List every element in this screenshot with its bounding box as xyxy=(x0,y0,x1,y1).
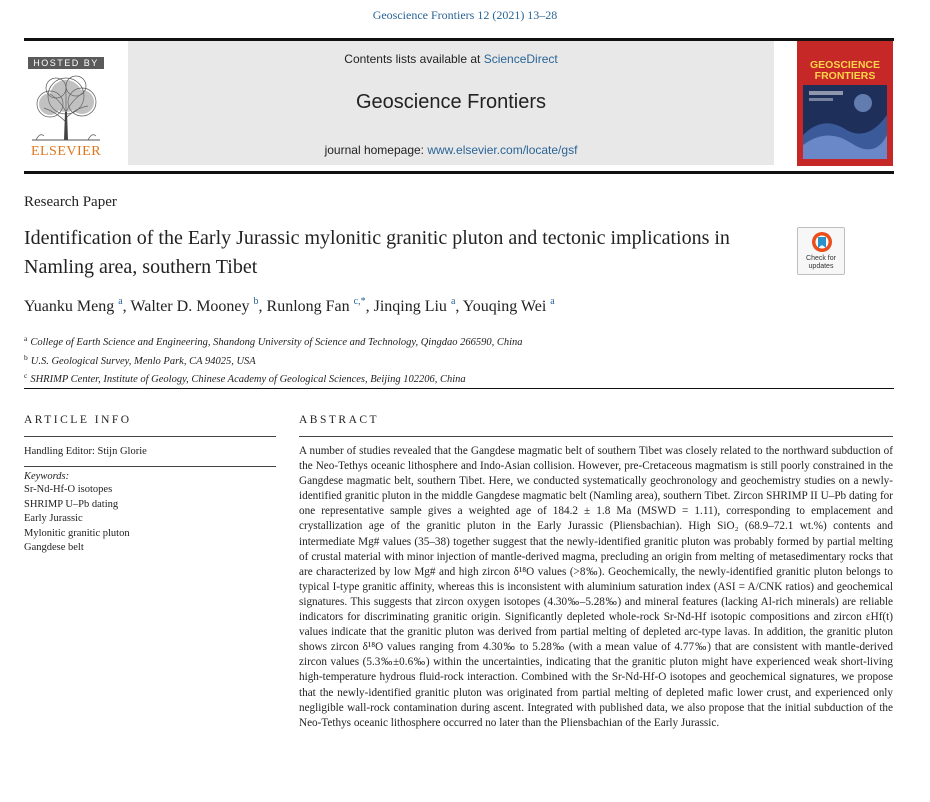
journal-title: Geoscience Frontiers xyxy=(355,91,547,113)
affiliation-text: SHRIMP Center, Institute of Geology, Chinese Academy of Geological Sciences, Beijing 102206, China xyxy=(30,374,466,385)
author-name[interactable]: Yuanku Meng xyxy=(24,298,115,315)
author-name[interactable]: Walter D. Mooney xyxy=(130,298,250,315)
check-updates-label: Check for updates xyxy=(806,255,836,270)
affiliation-item xyxy=(24,369,523,388)
keyword-item: Gangdese belt xyxy=(24,542,84,553)
abstract-panel xyxy=(299,414,893,731)
cover-title-line1: GEOSCIENCE xyxy=(809,59,880,71)
article-info-rule xyxy=(24,466,276,467)
affiliation-item xyxy=(24,351,523,370)
publisher-logo[interactable] xyxy=(24,54,108,164)
keyword-item: Mylonitic granitic pluton xyxy=(24,527,130,539)
cover-title xyxy=(797,60,893,82)
author-list xyxy=(24,296,555,316)
journal-homepage-line xyxy=(128,143,774,157)
elsevier-tree-icon xyxy=(26,72,106,142)
keyword-item: SHRIMP U–Pb dating xyxy=(24,498,119,510)
sciencedirect-link[interactable]: ScienceDirect xyxy=(483,52,558,66)
author-affiliation-mark[interactable]: a xyxy=(550,296,555,307)
section-divider xyxy=(24,388,894,389)
elsevier-wordmark: ELSEVIER xyxy=(30,144,102,159)
article-info-panel xyxy=(24,414,276,556)
author-separator: , xyxy=(455,298,463,315)
article-title: Identification of the Early Jurassic mylonitic granitic pluton and tectonic implications in Namling area, southern Tibet xyxy=(24,227,730,278)
keyword-list xyxy=(24,483,276,556)
contents-available-line xyxy=(128,52,774,66)
journal-cover-image[interactable] xyxy=(797,41,893,166)
article-type: Research Paper xyxy=(24,194,117,210)
abstract-rule xyxy=(299,436,893,437)
affiliation-list xyxy=(24,332,523,388)
article-info-heading: ARTICLE INFO xyxy=(24,414,132,426)
handling-editor: Handling Editor: Stijn Glorie xyxy=(24,446,147,457)
author-name[interactable]: Runlong Fan xyxy=(266,298,350,315)
author-affiliation-mark[interactable]: a xyxy=(118,296,123,307)
header-rule xyxy=(24,171,894,174)
journal-banner xyxy=(128,41,774,165)
cover-title-line2: FRONTIERS xyxy=(814,70,876,82)
journal-homepage-link[interactable]: www.elsevier.com/locate/gsf xyxy=(427,143,578,157)
homepage-prefix: journal homepage: xyxy=(324,143,428,157)
affiliation-mark: a xyxy=(24,334,28,343)
article-info-rule xyxy=(24,436,276,437)
author-separator: , xyxy=(365,298,374,315)
affiliation-text: U.S. Geological Survey, Menlo Park, CA 94025, USA xyxy=(30,355,256,367)
author-separator: , xyxy=(122,298,131,315)
abstract-heading: ABSTRACT xyxy=(299,414,380,426)
contents-prefix: Contents lists available at xyxy=(344,52,484,66)
author-name[interactable]: Youqing Wei xyxy=(462,298,547,315)
abstract-text: A number of studies revealed that the Gangdese magmatic belt of southern Tibet was closely related to the northward subduction of the Neo-Tethys oceanic lithosphere and Indo-Asian collision. However, pre-Cretaceous magmatism is still poorly constrained in the Gangdese magmatic belt, southern Tibet. Here, we conducted systematically geochronology and geochemistry studies on a newly-identified granitic pluton in the middle Gangdese magmatic belt (Namling area), southern Tibet. Zircon SHRIMP II U–Pb dating for one representative sample gives a weighted age of 184.2 ± 1.8 Ma (MSWD = 1.11), corresponding to emplacement and crystallization age of the granitic pluton in the Early Jurassic (Pliensbachian). High SiO₂ (68.9–72.1 wt.%) contents and intermediate Mg# values (35–38) together suggest that the newly-identified granitic pluton was probably formed by partial melting of crustal material with minor injection of mantle-derived magma, precluding an origin from melting of metasedimentary rocks that are characterized by low Mg# and high zircon δ¹⁸O values (>8‰). Geochemically, the newly-identified granitic pluton belongs to typical I-type granitic affinity, whereas this is inconsistent with aluminium saturation index (ASI = A/CNK ratios) and geochemical signatures. This suggests that zircon oxygen isotopes (4.30‰–5.28‰) and mineral features (lacking Al-rich minerals) are reliable indicators for discriminating granitic origin. Significantly depleted whole-rock Sr-Nd-Hf isotopic compositions and zircon εHf(t) values indicate that the granitic pluton was derived from partial melting of depleted arc-type lavas. In addition, the granitic pluton shows zircon δ¹⁸O values ranging from 4.30‰ to 5.28‰ (with a mean value of 4.77‰) that are consistent with mantle-derived zircon values (5.3‰±0.6‰) within the uncertainties, indicating that the granitic pluton might have experienced weak short-living high-temperature hydrous fluid-rock interaction. Combined with the Sr-Nd-Hf-O isotopes and geochemical signatures, we propose that the newly-identified granitic pluton was originated from partial melting of depleted mafic lower crust, and experienced only negligible wall-rock contamination during ascent. Integrated with published data, we also propose that the initial subduction of the Neo-Tethys oceanic lithosphere occurred no later than the Pliensbachian of the Early Jurassic. xyxy=(299,445,893,729)
affiliation-item xyxy=(24,332,523,351)
affiliation-mark: c xyxy=(24,371,28,380)
author-affiliation-mark[interactable]: c,* xyxy=(353,296,366,307)
author-affiliation-mark[interactable]: a xyxy=(450,296,456,307)
keywords-label: Keywords: xyxy=(24,471,70,482)
author-separator: , xyxy=(258,298,267,315)
cover-art xyxy=(803,85,887,159)
author-affiliation-mark[interactable]: b xyxy=(253,296,259,307)
keyword-item: Early Jurassic xyxy=(24,513,83,524)
author-name[interactable]: Jinqing Liu xyxy=(373,298,447,315)
affiliation-mark: b xyxy=(24,352,28,362)
check-for-updates-button[interactable] xyxy=(797,227,845,275)
hosted-by-label: HOSTED BY xyxy=(28,57,104,69)
journal-citation[interactable]: Geoscience Frontiers 12 (2021) 13–28 xyxy=(372,8,558,22)
keyword-item: Sr-Nd-Hf-O isotopes xyxy=(24,484,113,495)
affiliation-text: College of Earth Science and Engineering, Shandong University of Science and Technology, Qingdao 266590, China xyxy=(30,337,523,348)
